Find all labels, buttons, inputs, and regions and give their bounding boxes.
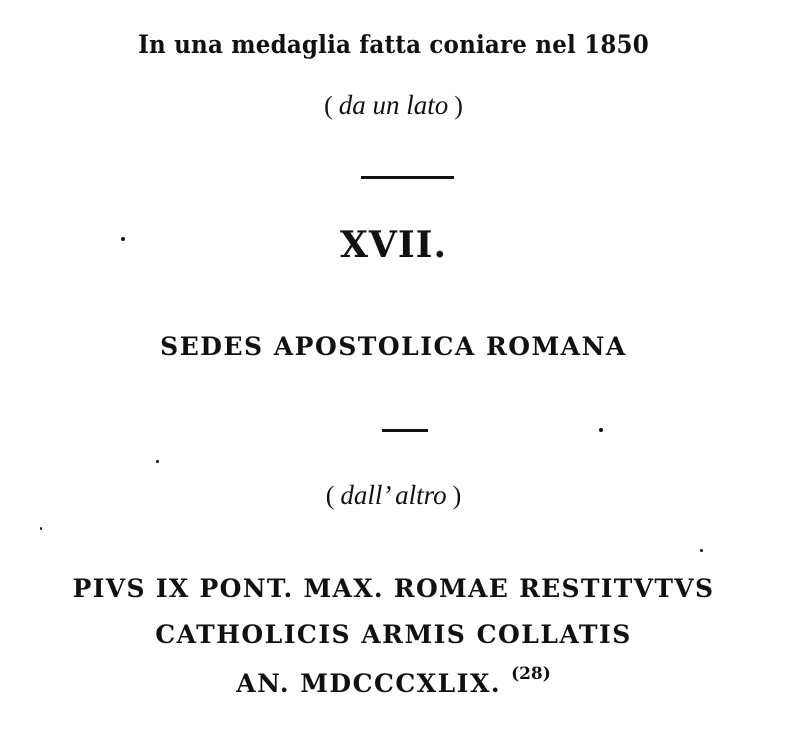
section-divider: [361, 176, 454, 179]
reverse-inscription-line: CATHOLICIS ARMIS COLLATIS: [155, 620, 632, 649]
scan-speck: [121, 237, 125, 241]
reverse-inscription-date: AN. MDCCCXLIX.: [236, 668, 502, 698]
reverse-inscription-line: [0, 664, 787, 698]
scan-speck: [40, 527, 42, 530]
side-one-note-text: da un lato: [338, 90, 449, 120]
short-divider: [382, 429, 428, 432]
close-paren: ): [454, 91, 463, 120]
open-paren: (: [325, 481, 335, 510]
open-paren: (: [324, 91, 333, 120]
footnote-reference: (28): [511, 664, 551, 684]
scan-speck: [700, 549, 703, 552]
close-paren: ): [452, 481, 462, 510]
side-one-note: [0, 90, 787, 121]
page-heading: In una medaglia fatta coniare nel 1850: [138, 30, 649, 59]
inscription-number: XVII.: [339, 224, 448, 266]
side-two-note-text: dall’ altro: [340, 480, 447, 510]
side-two-note: [0, 480, 787, 511]
obverse-legend: SEDES APOSTOLICA ROMANA: [160, 332, 627, 361]
scan-speck: [599, 428, 603, 432]
reverse-inscription-line: PIVS IX PONT. MAX. ROMAE RESTITVTVS: [72, 574, 715, 603]
scan-speck: [156, 460, 159, 463]
